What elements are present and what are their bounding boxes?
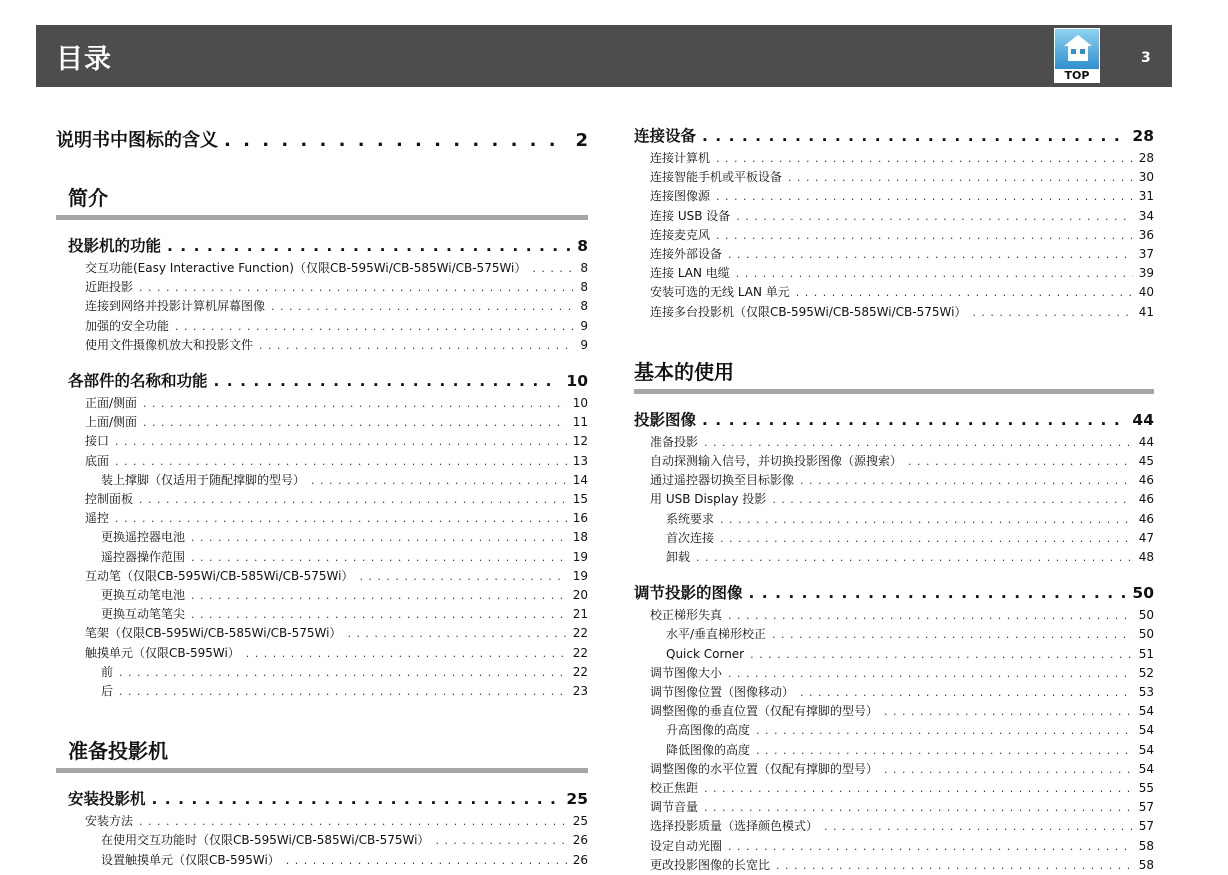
toc-entry-label: 底面 bbox=[85, 453, 110, 468]
toc-entry[interactable] bbox=[634, 529, 1154, 548]
toc-entry[interactable] bbox=[56, 624, 588, 643]
leader-dots bbox=[435, 832, 566, 850]
leader-dots bbox=[716, 227, 1133, 245]
toc-heading-page: 25 bbox=[566, 790, 588, 809]
toc-entry[interactable] bbox=[634, 837, 1154, 856]
leader-dots bbox=[884, 703, 1133, 721]
toc-entry[interactable] bbox=[56, 259, 588, 278]
leader-dots bbox=[532, 260, 574, 278]
leader-dots bbox=[736, 208, 1132, 226]
leader-dots bbox=[776, 857, 1133, 875]
page-title: 目录 bbox=[56, 44, 112, 75]
leader-dots bbox=[115, 510, 567, 528]
leader-dots bbox=[800, 472, 1133, 490]
toc-entry-page: 50 bbox=[1138, 608, 1154, 623]
toc-entry-label: 使用文件摄像机放大和投影文件 bbox=[85, 337, 254, 352]
toc-entry-label: 连接到网络并投影计算机屏幕图像 bbox=[85, 299, 266, 314]
toc-entry-page: 55 bbox=[1138, 781, 1154, 796]
toc-entry-label: 更换互动笔笔尖 bbox=[101, 607, 186, 622]
toc-entry-label: 上面/侧面 bbox=[85, 415, 138, 430]
toc-entry-label: 校正梯形失真 bbox=[650, 608, 723, 623]
leader-dots bbox=[736, 265, 1133, 283]
toc-entry-page: 20 bbox=[572, 588, 588, 603]
toc-entry-label: 更换遥控器电池 bbox=[101, 530, 186, 545]
toc-entry-page: 39 bbox=[1138, 266, 1154, 281]
home-icon bbox=[1055, 29, 1099, 69]
toc-entry-label: 接口 bbox=[85, 434, 110, 449]
leader-dots bbox=[175, 318, 574, 336]
toc-entry-label: 遥控器操作范围 bbox=[101, 549, 186, 564]
toc-heading-label: 连接设备 bbox=[634, 127, 697, 145]
toc-heading[interactable] bbox=[68, 234, 588, 256]
toc-heading-page: 8 bbox=[577, 237, 588, 255]
toc-entry-label: 连接 USB 设备 bbox=[650, 208, 731, 223]
toc-entry-page: 51 bbox=[1138, 646, 1154, 661]
toc-entry[interactable] bbox=[56, 394, 588, 413]
leader-dots bbox=[720, 530, 1133, 548]
toc-entry[interactable] bbox=[634, 721, 1154, 740]
toc-entry-page: 58 bbox=[1138, 857, 1154, 872]
toc-entry[interactable] bbox=[56, 663, 588, 682]
toc-entry-page: 41 bbox=[1138, 304, 1154, 319]
leader-dots bbox=[119, 664, 567, 682]
leader-dots bbox=[788, 169, 1133, 187]
leader-dots bbox=[772, 626, 1133, 644]
toc-entry[interactable] bbox=[56, 528, 588, 547]
leader-dots bbox=[728, 665, 1133, 683]
toc-entry[interactable] bbox=[56, 509, 588, 528]
toc-entry-label: 卸载 bbox=[666, 550, 691, 565]
toc-entry[interactable] bbox=[634, 798, 1154, 817]
toc-entry-page: 46 bbox=[1138, 492, 1154, 507]
toc-entry-label: 通过遥控器切换至目标影像 bbox=[650, 473, 795, 488]
toc-entry-page: 18 bbox=[572, 530, 588, 545]
leader-dots bbox=[139, 279, 574, 297]
toc-entry-page: 19 bbox=[572, 568, 588, 583]
toc-entry[interactable] bbox=[634, 303, 1154, 322]
top-button-label: TOP bbox=[1064, 69, 1090, 82]
toc-entry[interactable] bbox=[634, 433, 1154, 452]
toc-entry-label: 触摸单元（仅限CB-595Wi） bbox=[85, 645, 240, 660]
toc-entry-page: 36 bbox=[1138, 227, 1154, 242]
toc-heading-page: 10 bbox=[566, 372, 588, 391]
toc-entry-label: 选择投影质量（选择颜色模式） bbox=[650, 819, 819, 834]
toc-entry-page: 48 bbox=[1138, 550, 1154, 565]
leader-dots bbox=[271, 298, 574, 316]
toc-entry-page: 57 bbox=[1138, 800, 1154, 815]
toc-entry-label: 安装可选的无线 LAN 单元 bbox=[650, 285, 790, 300]
toc-entry[interactable] bbox=[56, 567, 588, 586]
toc-entry-label: 控制面板 bbox=[85, 492, 134, 507]
toc-entry-page: 26 bbox=[572, 833, 588, 848]
toc-entry-page: 46 bbox=[1138, 511, 1154, 526]
toc-entry-label: 加强的安全功能 bbox=[85, 318, 170, 333]
toc-entry-page: 14 bbox=[572, 472, 588, 487]
toc-entry[interactable] bbox=[56, 812, 588, 831]
toc-entry-page: 22 bbox=[572, 645, 588, 660]
toc-entry[interactable] bbox=[634, 548, 1154, 567]
leader-dots bbox=[702, 127, 1126, 145]
toc-entry-label: 连接 LAN 电缆 bbox=[650, 266, 730, 281]
toc-entry[interactable] bbox=[56, 586, 588, 605]
toc-entry-label: 调整图像的水平位置（仅配有撑脚的型号） bbox=[650, 761, 879, 776]
leader-dots bbox=[143, 395, 567, 413]
toc-heading-label: 投影图像 bbox=[634, 410, 697, 429]
toc-entry-label: 准备投影 bbox=[650, 434, 699, 449]
toc-entry-page: 58 bbox=[1138, 838, 1154, 853]
toc-entry-label: 首次连接 bbox=[666, 530, 715, 545]
toc-entry-page: 57 bbox=[1138, 819, 1154, 834]
toc-heading[interactable] bbox=[634, 581, 1154, 603]
toc-section-title: 准备投影机 bbox=[56, 735, 588, 773]
leader-dots bbox=[191, 529, 567, 547]
leader-dots bbox=[191, 549, 567, 567]
leader-dots bbox=[696, 549, 1133, 567]
toc-heading[interactable] bbox=[634, 408, 1154, 430]
toc-entry-label: 前 bbox=[101, 664, 114, 679]
toc-entry[interactable] bbox=[634, 471, 1154, 490]
toc-entry-label: 互动笔（仅限CB-595Wi/CB-585Wi/CB-575Wi） bbox=[85, 568, 354, 583]
toc-entry-page: 40 bbox=[1138, 285, 1154, 300]
toc-entry[interactable] bbox=[634, 856, 1154, 875]
toc-entry[interactable] bbox=[56, 413, 588, 432]
toc-entry-label: 近距投影 bbox=[85, 280, 134, 295]
toc-entry-page: 12 bbox=[572, 434, 588, 449]
toc-entry[interactable] bbox=[634, 664, 1154, 683]
toc-entry[interactable] bbox=[56, 831, 588, 850]
leader-dots bbox=[756, 722, 1133, 740]
leader-dots bbox=[972, 304, 1132, 322]
toc-entry-page: 8 bbox=[580, 299, 588, 314]
toc-entry-label: 水平/垂直梯形校正 bbox=[666, 627, 767, 642]
toc-entry-label: 更换互动笔电池 bbox=[101, 588, 186, 603]
toc-entry-label: 设定自动光圈 bbox=[650, 838, 723, 853]
toc-entry-page: 16 bbox=[572, 511, 588, 526]
toc-entry[interactable] bbox=[634, 606, 1154, 625]
toc-entry[interactable] bbox=[56, 682, 588, 701]
toc-entry[interactable] bbox=[56, 851, 588, 870]
toc-entry-label: 用 USB Display 投影 bbox=[650, 492, 767, 507]
leader-dots bbox=[139, 491, 567, 509]
toc-right-section bbox=[634, 356, 1154, 875]
toc-entry-label: 调节图像位置（图像移动） bbox=[650, 685, 795, 700]
toc-entry-page: 30 bbox=[1138, 170, 1154, 185]
toc-entry-label: 调节音量 bbox=[650, 800, 699, 815]
toc-entry-label: 交互功能(Easy Interactive Function)（仅限CB-595Wi/CB-585Wi/CB-575Wi） bbox=[85, 261, 527, 275]
toc-heading-label: 各部件的名称和功能 bbox=[68, 372, 208, 391]
leader-dots bbox=[796, 284, 1133, 302]
toc-entry-page: 34 bbox=[1138, 208, 1154, 223]
page-header bbox=[36, 25, 1172, 87]
toc-entry[interactable] bbox=[634, 779, 1154, 798]
toc-entry[interactable] bbox=[56, 317, 588, 336]
toc-entry[interactable] bbox=[56, 278, 588, 297]
toc-entry-label: 连接外部设备 bbox=[650, 247, 723, 262]
toc-entry-label: 说明书中图标的含义 bbox=[56, 130, 218, 151]
toc-entry-label: 安装方法 bbox=[85, 814, 134, 829]
toc-heading-page: 50 bbox=[1132, 584, 1154, 603]
toc-entry-page: 54 bbox=[1138, 761, 1154, 776]
leader-dots bbox=[750, 646, 1133, 664]
leader-dots bbox=[728, 607, 1133, 625]
toc-entry-label: 后 bbox=[101, 684, 114, 699]
toc-entry[interactable] bbox=[634, 245, 1154, 264]
toc-entry-icons[interactable] bbox=[56, 126, 588, 152]
toc-entry-label: 调节图像大小 bbox=[650, 665, 723, 680]
toc-entry-label: 连接图像源 bbox=[650, 189, 711, 204]
toc-entry-page: 54 bbox=[1138, 723, 1154, 738]
toc-entry-page: 2 bbox=[575, 130, 588, 151]
leader-dots bbox=[286, 852, 567, 870]
toc-heading[interactable] bbox=[68, 369, 588, 391]
toc-entry-label: 连接麦克风 bbox=[650, 227, 711, 242]
toc-entry[interactable] bbox=[56, 452, 588, 471]
toc-entry-page: 22 bbox=[572, 664, 588, 679]
toc-right-first-group bbox=[634, 124, 1154, 322]
toc-entry-label: 校正焦距 bbox=[650, 781, 699, 796]
toc-heading[interactable] bbox=[68, 787, 588, 809]
toc-entry[interactable] bbox=[634, 683, 1154, 702]
toc-entry-page: 11 bbox=[572, 415, 588, 430]
leader-dots bbox=[119, 683, 567, 701]
leader-dots bbox=[704, 780, 1133, 798]
toc-entry[interactable] bbox=[634, 760, 1154, 779]
leader-dots bbox=[824, 818, 1133, 836]
toc-heading-page: 44 bbox=[1132, 410, 1154, 429]
leader-dots bbox=[749, 584, 1127, 602]
leader-dots bbox=[800, 684, 1133, 702]
toc-entry[interactable] bbox=[634, 149, 1154, 168]
toc-entry-page: 21 bbox=[572, 607, 588, 622]
toc-entry[interactable] bbox=[56, 605, 588, 624]
toc-entry-page: 52 bbox=[1138, 665, 1154, 680]
leader-dots bbox=[359, 568, 566, 586]
toc-entry-page: 22 bbox=[572, 626, 588, 641]
toc-entry-page: 44 bbox=[1138, 434, 1154, 449]
leader-dots bbox=[908, 453, 1133, 471]
toc-entry[interactable] bbox=[634, 490, 1154, 509]
toc-entry-label: 连接多台投影机（仅限CB-595Wi/CB-585Wi/CB-575Wi） bbox=[650, 304, 967, 319]
toc-entry[interactable] bbox=[56, 644, 588, 663]
toc-entry-page: 47 bbox=[1138, 530, 1154, 545]
leader-dots bbox=[728, 838, 1133, 856]
leader-dots bbox=[716, 188, 1133, 206]
toc-heading-label: 安装投影机 bbox=[68, 790, 146, 809]
top-button[interactable] bbox=[1054, 28, 1100, 83]
toc-entry[interactable] bbox=[634, 264, 1154, 283]
toc-section-title: 简介 bbox=[56, 182, 588, 220]
page-number: 3 bbox=[1141, 50, 1151, 66]
toc-entry-page: 53 bbox=[1138, 685, 1154, 700]
leader-dots bbox=[728, 246, 1133, 264]
leader-dots bbox=[716, 150, 1133, 168]
leader-dots bbox=[347, 625, 566, 643]
leader-dots bbox=[115, 433, 567, 451]
leader-dots bbox=[772, 491, 1132, 509]
toc-entry-label: 更改投影图像的长宽比 bbox=[650, 857, 771, 872]
toc-entry-page: 28 bbox=[1138, 151, 1154, 165]
leader-dots bbox=[139, 813, 567, 831]
toc-entry-label: 连接计算机 bbox=[650, 151, 711, 165]
toc-entry-page: 54 bbox=[1138, 742, 1154, 757]
toc-entry-page: 25 bbox=[572, 814, 588, 829]
toc-entry[interactable] bbox=[634, 625, 1154, 644]
toc-entry-page: 26 bbox=[572, 852, 588, 867]
toc-entry-label: 装上撑脚（仅适用于随配撑脚的型号） bbox=[101, 472, 306, 487]
toc-entry[interactable] bbox=[56, 336, 588, 355]
toc-entry-label: 笔架（仅限CB-595Wi/CB-585Wi/CB-575Wi） bbox=[85, 626, 342, 641]
toc-entry[interactable] bbox=[634, 226, 1154, 245]
toc-entry-page: 9 bbox=[580, 337, 588, 352]
toc-entry[interactable] bbox=[634, 702, 1154, 721]
toc-right-column bbox=[634, 116, 1154, 875]
leader-dots bbox=[756, 742, 1133, 760]
toc-entry-label: 降低图像的高度 bbox=[666, 742, 751, 757]
leader-dots bbox=[152, 790, 561, 808]
leader-dots bbox=[704, 799, 1133, 817]
toc-entry-page: 46 bbox=[1138, 473, 1154, 488]
toc-entry-page: 31 bbox=[1138, 189, 1154, 204]
leader-dots bbox=[884, 761, 1133, 779]
toc-entry[interactable] bbox=[634, 645, 1154, 664]
leader-dots bbox=[115, 453, 567, 471]
toc-entry-page: 9 bbox=[580, 318, 588, 333]
toc-entry-page: 8 bbox=[580, 280, 588, 295]
toc-entry[interactable] bbox=[634, 283, 1154, 302]
toc-entry-page: 45 bbox=[1138, 454, 1154, 469]
toc-entry-label: 系统要求 bbox=[666, 511, 715, 526]
leader-dots bbox=[259, 337, 574, 355]
toc-left-sections bbox=[56, 182, 588, 870]
toc-entry-label: 遥控 bbox=[85, 511, 110, 526]
toc-heading-label: 调节投影的图像 bbox=[634, 584, 743, 603]
toc-left-column bbox=[56, 120, 588, 870]
leader-dots bbox=[191, 587, 567, 605]
toc-entry[interactable] bbox=[56, 490, 588, 509]
toc-entry[interactable] bbox=[634, 187, 1154, 206]
toc-entry-page: 23 bbox=[572, 684, 588, 699]
toc-section-title: 基本的使用 bbox=[634, 356, 1154, 394]
toc-entry-label: 设置触摸单元（仅限CB-595Wi） bbox=[101, 852, 280, 867]
toc-entry-page: 50 bbox=[1138, 627, 1154, 642]
toc-entry-page: 10 bbox=[572, 396, 588, 411]
toc-heading[interactable] bbox=[634, 124, 1154, 146]
toc-entry[interactable] bbox=[634, 741, 1154, 760]
leader-dots bbox=[143, 414, 567, 432]
toc-entry-label: 升高图像的高度 bbox=[666, 723, 751, 738]
toc-entry-page: 13 bbox=[572, 453, 588, 468]
toc-entry-page: 37 bbox=[1138, 247, 1154, 262]
toc-entry-label: 连接智能手机或平板设备 bbox=[650, 170, 783, 185]
toc-entry[interactable] bbox=[634, 510, 1154, 529]
toc-entry-label: 自动探测输入信号，并切换投影图像（源搜索） bbox=[650, 454, 903, 469]
toc-entry-label: Quick Corner bbox=[666, 646, 745, 661]
toc-entry-page: 54 bbox=[1138, 704, 1154, 719]
toc-entry[interactable] bbox=[634, 817, 1154, 836]
toc-entry[interactable] bbox=[634, 207, 1154, 226]
leader-dots bbox=[167, 237, 571, 255]
leader-dots bbox=[246, 645, 567, 663]
toc-entry-label: 在使用交互功能时（仅限CB-595Wi/CB-585Wi/CB-575Wi） bbox=[101, 833, 430, 848]
leader-dots bbox=[720, 511, 1133, 529]
leader-dots bbox=[191, 606, 567, 624]
toc-entry[interactable] bbox=[56, 548, 588, 567]
toc-heading-label: 投影机的功能 bbox=[68, 237, 162, 255]
toc-entry-label: 正面/侧面 bbox=[85, 396, 138, 411]
toc-entry-page: 19 bbox=[572, 549, 588, 564]
toc-entry[interactable] bbox=[634, 168, 1154, 187]
toc-entry[interactable] bbox=[56, 471, 588, 490]
toc-entry[interactable] bbox=[56, 297, 588, 316]
toc-entry-page: 15 bbox=[572, 492, 588, 507]
leader-dots bbox=[311, 472, 567, 490]
toc-heading-page: 28 bbox=[1132, 127, 1154, 145]
toc-entry[interactable] bbox=[634, 452, 1154, 471]
leader-dots bbox=[214, 372, 561, 390]
toc-entry-label: 调整图像的垂直位置（仅配有撑脚的型号） bbox=[650, 704, 879, 719]
leader-dots bbox=[702, 411, 1126, 429]
toc-entry-page: 8 bbox=[580, 261, 588, 275]
toc-entry[interactable] bbox=[56, 432, 588, 451]
leader-dots bbox=[224, 130, 569, 151]
leader-dots bbox=[704, 434, 1133, 452]
